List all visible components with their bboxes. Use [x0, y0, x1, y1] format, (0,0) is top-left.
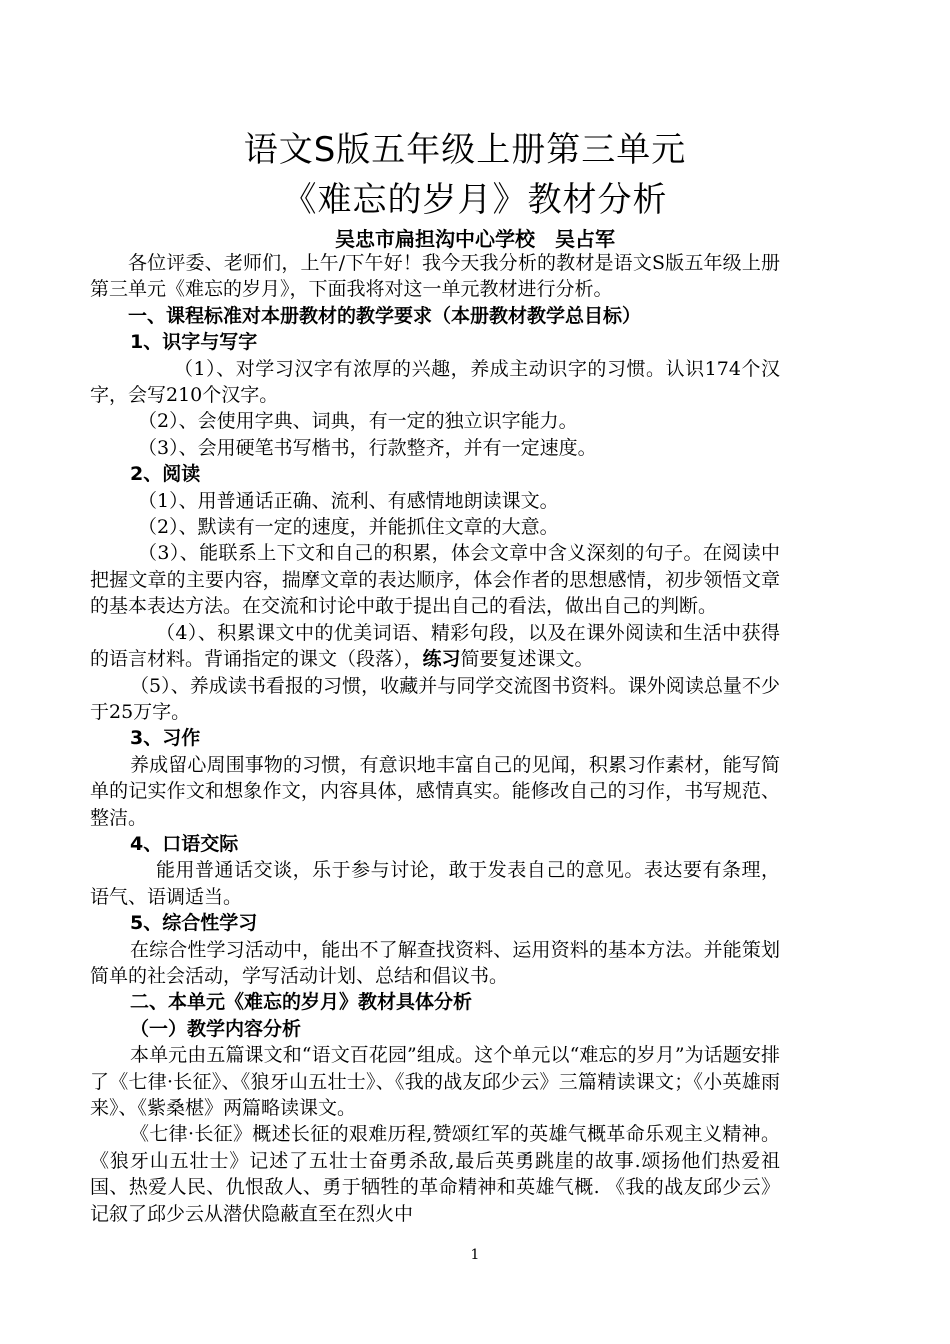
section-heading-2: 二、本单元《难忘的岁月》教材具体分析 [130, 991, 473, 1014]
paragraph-reading-3: （3）、能联系上下文和自己的积累，体会文章中含义深刻的句子。在阅读中把握文章的主要内容，揣摩文章的表达顺序，体会作者的思想感情，初步领悟文章的基本表达方法。在交流和讨论中敢于提出自己的看法，做出自己的判断。 [90, 542, 780, 618]
subheading-writing: 3、习作 [130, 727, 201, 750]
paragraph-literacy-3: （3）、会用硬笔书写楷书，行款整齐，并有一定速度。 [138, 436, 597, 459]
subheading-integrated: 5、综合性学习 [130, 912, 258, 935]
paragraph-reading-4 [90, 620, 780, 673]
paragraph-reading-1: （1）、用普通话正确、流利、有感情地朗读课文。 [138, 489, 559, 512]
subheading-content-analysis: （一）教学内容分析 [130, 1017, 302, 1040]
subheading-oral: 4、口语交际 [130, 832, 239, 855]
paragraph-reading-5: （5）、养成读书看报的习惯，收藏并与同学交流图书资料。课外阅读总量不少于25万字。 [90, 674, 780, 723]
page-number: 1 [470, 1247, 480, 1263]
paragraph-literacy-1: （1）、对学习汉字有浓厚的兴趣，养成主动识字的习惯。认识174个汉字，会写210个汉字。 [90, 357, 780, 407]
subheading-literacy: 1、识字与写字 [130, 331, 258, 354]
paragraph-oral: 能用普通话交谈，乐于参与讨论，敢于发表自己的意见。表达要有条理，语气、语调适当。 [90, 859, 780, 908]
paragraph-writing: 养成留心周围事物的习惯，有意识地丰富自己的见闻，积累习作素材，能写简单的记实作文和想象作文，内容具体，感情真实。能修改自己的习作，书写规范、整洁。 [90, 753, 780, 829]
author-line: 吴忠市扁担沟中心学校 吴占军 [335, 227, 615, 251]
section-heading-1: 一、课程标准对本册教材的教学要求（本册教材教学总目标） [128, 304, 642, 327]
paragraph-reading-4-bold: 练习 [422, 648, 461, 671]
subheading-reading: 2、阅读 [130, 463, 201, 486]
paragraph-reading-2: （2）、默读有一定的速度，并能抓住文章的大意。 [138, 516, 559, 539]
document-body [90, 250, 780, 1227]
paragraph-reading-4-tail: 简要复述课文。 [460, 648, 594, 671]
paragraph-reading-4-text: （4）、积累课文中的优美词语、精彩句段，以及在课外阅读和生活中获得的语言材料。背诵指定的课文（段落）， [90, 621, 780, 671]
document-title-line1: 语文S版五年级上册第三单元 [243, 130, 687, 170]
document-title-line2: 《难忘的岁月》教材分析 [282, 180, 668, 220]
paragraph-integrated: 在综合性学习活动中，能出不了解查找资料、运用资料的基本方法。并能策划简单的社会活动，学写活动计划、总结和倡议书。 [90, 938, 780, 987]
paragraph-content-1: 本单元由五篇课文和“语文百花园”组成。这个单元以“难忘的岁月”为话题安排了《七律·长征》、《狼牙山五壮士》、《我的战友邱少云》三篇精读课文；《小英雄雨来》、《紫桑椹》两篇略读课文。 [90, 1044, 780, 1119]
paragraph-literacy-2: （2）、会使用字典、词典，有一定的独立识字能力。 [138, 410, 578, 433]
intro-paragraph: 各位评委、老师们，上午/下午好！我今天我分析的教材是语文S版五年级上册第三单元《难忘的岁月》，下面我将对这一单元教材进行分析。 [90, 252, 780, 301]
paragraph-content-2: 《七律·长征》概述长征的艰难历程,赞颂红军的英雄气概革命乐观主义精神。《狼牙山五壮士》记述了五壮士奋勇杀敌,最后英勇跳崖的故事.颂扬他们热爱祖国、热爱人民、仇恨敌人、勇于牺牲的革命精神和英雄气概. 《我的战友邱少云》记叙了邱少云从潜伏隐蔽直至在烈火中 [90, 1123, 780, 1225]
